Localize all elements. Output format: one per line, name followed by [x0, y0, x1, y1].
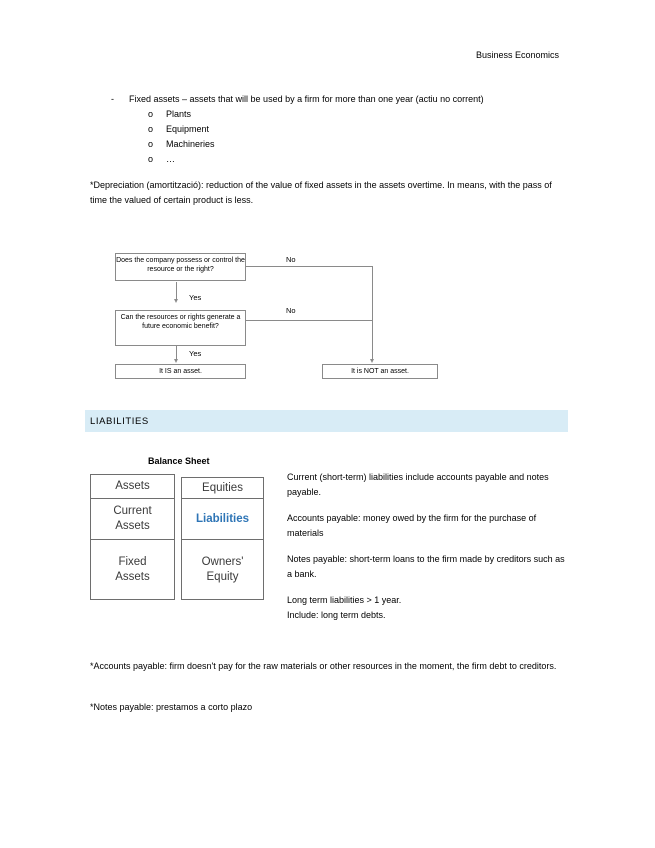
sub-bullet-marker: o	[148, 139, 154, 149]
balance-sheet-equities-column	[181, 477, 264, 600]
flowchart-label-yes2: Yes	[189, 349, 202, 358]
sub-bullet-item: o …	[148, 154, 175, 164]
balance-sheet-title: Balance Sheet	[148, 456, 210, 466]
flowchart-line-vertical-no	[372, 266, 373, 359]
flowchart-result-is-asset: It IS an asset.	[115, 364, 246, 379]
balance-sheet-cell: Equities	[182, 478, 263, 499]
balance-sheet-cell: Current Assets	[91, 499, 174, 540]
accounts-payable-note: Accounts payable: money owed by the firm for the purchase of materials	[287, 513, 537, 538]
balance-sheet-cell: Fixed Assets	[115, 555, 150, 583]
flowchart-label-no2: No	[286, 306, 296, 315]
current-liabilities-note: Current (short-term) liabilities include accounts payable and notes payable.	[287, 472, 549, 497]
arrow-down-icon	[370, 359, 374, 363]
bullet-dash: -	[111, 94, 114, 104]
sub-bullet-item: o Equipment	[148, 124, 210, 134]
long-term-liabilities-note: Long term liabilities > 1 year.	[287, 595, 402, 605]
flowchart-line-no2	[245, 320, 372, 321]
fixed-assets-definition: Fixed assets – assets that will be used by a firm for more than one year (actiu no corrent)	[129, 94, 484, 104]
sub-bullet-marker: o	[148, 124, 154, 134]
sub-bullet-marker: o	[148, 154, 154, 164]
arrow-down-icon	[174, 299, 178, 303]
depreciation-note: *Depreciation (amortització): reduction of the value of fixed assets in the assets overtime. In means, with the pass of time the valued of certain product is less.	[90, 180, 552, 205]
flowchart-result-not-asset: It is NOT an asset.	[322, 364, 438, 379]
flowchart-line-no1	[245, 266, 372, 267]
flowchart-label-yes1: Yes	[189, 293, 202, 302]
flowchart-question-control: Does the company possess or control the resource or the right?	[115, 253, 246, 281]
balance-sheet-cell: Assets	[91, 475, 174, 499]
notes-payable-footnote: *Notes payable: prestamos a corto plazo	[90, 702, 253, 712]
sub-bullet-item: o Machineries	[148, 139, 215, 149]
liabilities-section-title: LIABILITIES	[90, 416, 149, 427]
flowchart-question-benefit: Can the resources or rights generate a future economic benefit?	[115, 310, 246, 346]
flowchart-line-yes1	[176, 282, 177, 299]
balance-sheet-assets-column	[90, 474, 175, 600]
flowchart-label-no1: No	[286, 255, 296, 264]
notes-payable-note: Notes payable: short-term loans to the firm made by creditors such as a bank.	[287, 554, 565, 579]
arrow-down-icon	[174, 359, 178, 363]
liabilities-section-band	[85, 410, 568, 432]
sub-bullet-marker: o	[148, 109, 154, 119]
sub-bullet-item: o Plants	[148, 109, 192, 119]
accounts-payable-footnote: *Accounts payable: firm doesn't pay for the raw materials or other resources in the moment, the firm debt to creditors.	[90, 661, 557, 671]
flowchart-line-yes2	[176, 346, 177, 360]
long-term-include-note: Include: long term debts.	[287, 610, 386, 620]
page-header-subject: Business Economics	[476, 50, 560, 60]
balance-sheet-cell: Owners' Equity	[201, 555, 244, 583]
balance-sheet-cell-highlight: Liabilities	[182, 499, 263, 540]
